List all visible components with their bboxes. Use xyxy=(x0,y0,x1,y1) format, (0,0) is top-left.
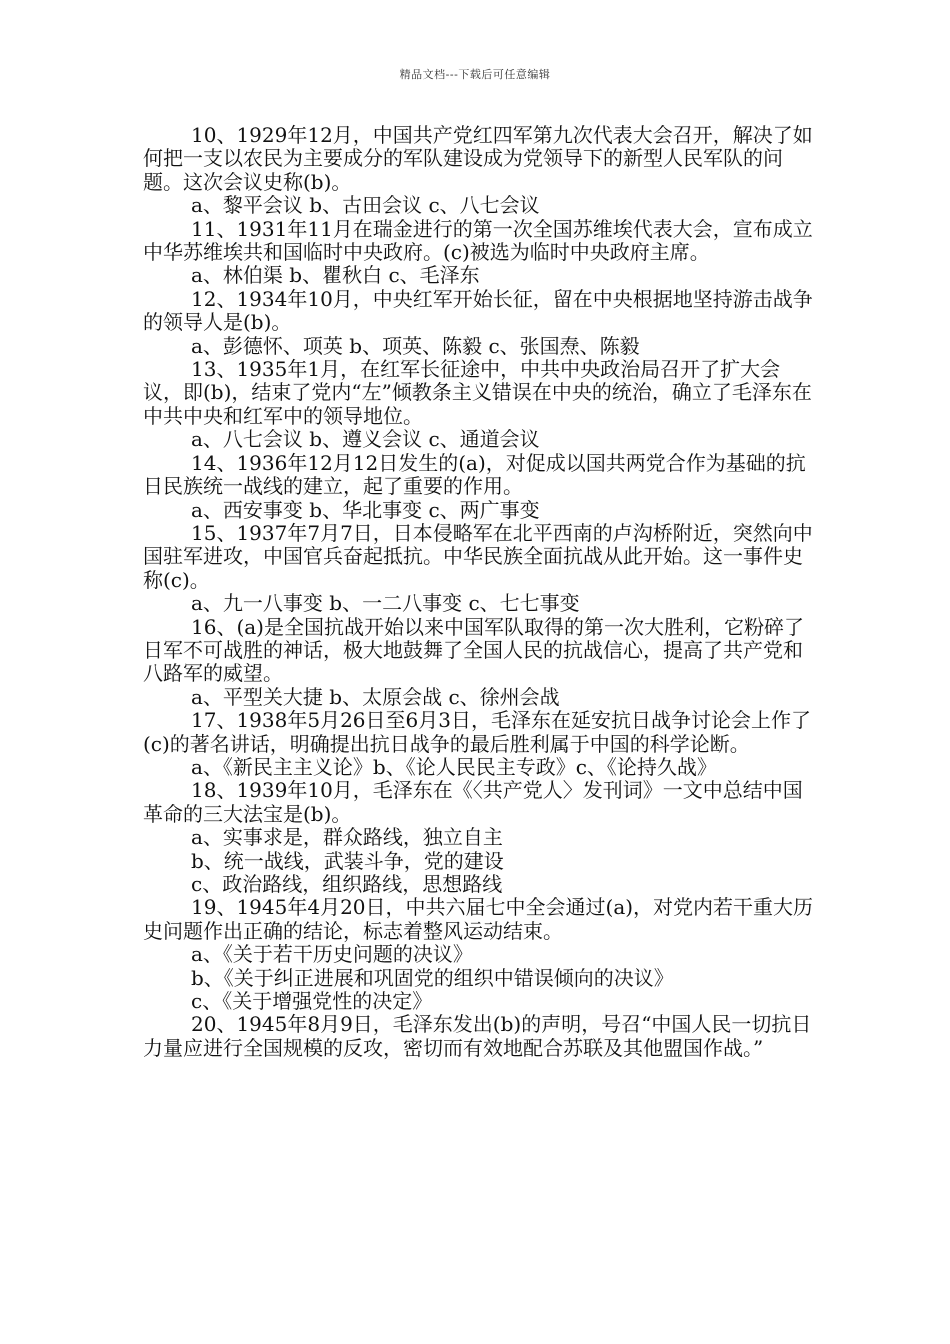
option-line: a、彭德怀、项英 b、项英、陈毅 c、张国焘、陈毅 xyxy=(191,333,640,358)
question-paragraph: 17、1938年5月26日至6月3日，毛泽东在延安抗日战争讨论会上作了(c)的著名讲话，明确提出抗日战争的最后胜利属于中国的科学论断。 xyxy=(143,708,811,756)
option-line: a、黎平会议 b、古田会议 c、八七会议 xyxy=(191,193,540,218)
question-paragraph: 15、1937年7月7日，日本侵略军在北平西南的卢沟桥附近，突然向中国驻军进攻，中国官兵奋起抵抗。中华民族全面抗战从此开始。这一事件史称(c)。 xyxy=(143,520,813,592)
option-line: b、统一战线，武装斗争，党的建设 xyxy=(191,848,504,873)
option-line: c、《关于增强党性的决定》 xyxy=(191,989,433,1014)
option-line: a、《关于若干历史问题的决议》 xyxy=(191,942,473,967)
option-line: a、八七会议 b、遵义会议 c、通道会议 xyxy=(191,427,540,452)
page-header: 精品文档---下载后可任意编辑 xyxy=(399,68,551,81)
option-line: c、政治路线，组织路线，思想路线 xyxy=(191,872,503,896)
question-paragraph: 20、1945年8月9日，毛泽东发出(b)的声明，号召“中国人民一切抗日力量应进行全国规模的反攻，密切而有效地配合苏联及其他盟国作战。” xyxy=(143,1012,812,1060)
question-paragraph: 13、1935年1月，在红军长征途中，中共中央政治局召开了扩大会议，即(b)，结束了党内“左”倾教条主义错误在中央的统治，确立了毛泽东在中共中央和红军中的领导地位。 xyxy=(143,357,812,428)
question-paragraph: 18、1939年10月，毛泽东在《〈共产党人〉发刊词》一文中总结中国革命的三大法宝是(b)。 xyxy=(143,778,803,826)
option-line: a、林伯渠 b、瞿秋白 c、毛泽东 xyxy=(191,263,480,288)
option-line: a、西安事变 b、华北事变 c、两广事变 xyxy=(191,497,540,522)
question-paragraph: 16、(a)是全国抗战开始以来中国军队取得的第一次大胜利，它粉碎了日军不可战胜的神话，极大地鼓舞了全国人民的抗战信心，提高了共产党和八路军的威望。 xyxy=(143,614,804,686)
question-paragraph: 12、1934年10月，中央红军开始长征，留在中央根据地坚持游击战争的领导人是(b)。 xyxy=(143,286,813,335)
option-line: a、平型关大捷 b、太原会战 c、徐州会战 xyxy=(191,684,560,709)
option-line: a、实事求是，群众路线，独立自主 xyxy=(191,825,503,850)
question-paragraph: 10、1929年12月，中国共产党红四军第九次代表大会召开，解决了如何把一支以农民为主要成分的军队建设成为党领导下的新型人民军队的问题。这次会议史称(b)。 xyxy=(143,123,813,194)
option-line: a、《新民主主义论》b、《论人民民主专政》c、《论持久战》 xyxy=(191,754,717,779)
question-paragraph: 19、1945年4月20日，中共六届七中全会通过(a)，对党内若干重大历史问题作出正确的结论，标志着整风运动结束。 xyxy=(143,895,814,943)
document-body xyxy=(143,124,815,1060)
option-line: b、《关于纠正进展和巩固党的组织中错误倾向的决议》 xyxy=(191,965,674,990)
question-paragraph: 11、1931年11月在瑞金进行的第一次全国苏维埃代表大会，宣布成立中华苏维埃共和国临时中央政府。(c)被选为临时中央政府主席。 xyxy=(143,216,813,265)
option-line: a、九一八事变 b、一二八事变 c、七七事变 xyxy=(191,591,580,616)
question-paragraph: 14、1936年12月12日发生的(a)，对促成以国共两党合作为基础的抗日民族统一战线的建立，起了重要的作用。 xyxy=(143,450,806,499)
